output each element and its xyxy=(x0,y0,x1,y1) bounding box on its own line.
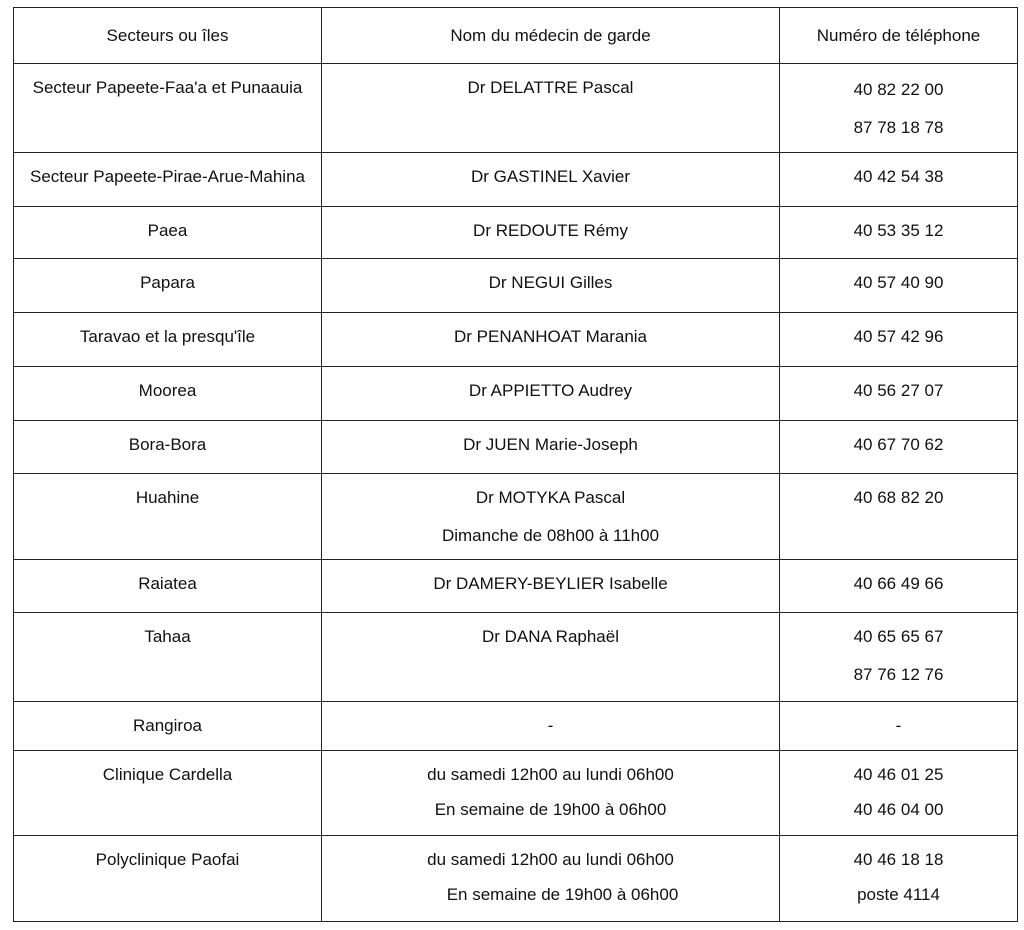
table-row xyxy=(14,313,1018,367)
doctor-line: du samedi 12h00 au lundi 06h00 xyxy=(427,850,674,869)
table-row xyxy=(14,836,1018,922)
phone-line: 40 46 04 00 xyxy=(853,800,944,819)
sector-cell: Paea xyxy=(14,207,322,259)
phone-cell xyxy=(780,64,1018,153)
doctor-line: Dr JUEN Marie-Joseph xyxy=(463,435,638,454)
doctor-line: Dr DELATTRE Pascal xyxy=(467,78,634,97)
doctor-line: Dr DANA Raphaël xyxy=(481,627,619,646)
table-row xyxy=(14,613,1018,702)
phone-line: 87 78 18 78 xyxy=(853,118,944,137)
doctor-cell xyxy=(322,751,780,836)
sector-cell: Secteur Papeete-Faa'a et Punaauia xyxy=(14,64,322,153)
phone-line: 40 46 18 18 xyxy=(853,850,944,869)
doctor-cell xyxy=(322,702,780,751)
phone-line: 40 67 70 62 xyxy=(853,435,944,454)
phone-cell xyxy=(780,259,1018,313)
doctor-line: Dr GASTINEL Xavier xyxy=(470,167,631,186)
phone-cell xyxy=(780,702,1018,751)
sector-cell: Moorea xyxy=(14,367,322,421)
sector-cell: Papara xyxy=(14,259,322,313)
phone-line: 40 42 54 38 xyxy=(853,167,944,186)
phone-cell xyxy=(780,207,1018,259)
sector-cell: Bora-Bora xyxy=(14,421,322,474)
phone-cell xyxy=(780,421,1018,474)
sector-cell: Rangiroa xyxy=(14,702,322,751)
table-row xyxy=(14,421,1018,474)
sector-cell: Huahine xyxy=(14,474,322,560)
header-sector: Secteurs ou îles xyxy=(14,8,322,64)
phone-cell xyxy=(780,367,1018,421)
table-row xyxy=(14,474,1018,560)
doctor-line: Dr PENANHOAT Marania xyxy=(453,327,648,346)
doctor-line: Dimanche de 08h00 à 11h00 xyxy=(441,526,660,545)
doctor-line: En semaine de 19h00 à 06h00 xyxy=(446,885,679,904)
doctor-line: En semaine de 19h00 à 06h00 xyxy=(434,800,667,819)
table-row xyxy=(14,751,1018,836)
doctor-line: Dr DAMERY-BEYLIER Isabelle xyxy=(433,574,668,593)
doctor-cell xyxy=(322,153,780,207)
doctor-line: du samedi 12h00 au lundi 06h00 xyxy=(427,765,674,784)
phone-line: 40 66 49 66 xyxy=(853,574,944,593)
phone-line: 40 82 22 00 xyxy=(853,80,944,99)
phone-cell xyxy=(780,613,1018,702)
sector-cell: Raiatea xyxy=(14,560,322,613)
phone-cell xyxy=(780,474,1018,560)
header-row xyxy=(14,8,1018,64)
phone-cell xyxy=(780,313,1018,367)
doctor-line: Dr REDOUTE Rémy xyxy=(473,221,628,240)
doctor-cell xyxy=(322,560,780,613)
table-row xyxy=(14,64,1018,153)
phone-cell xyxy=(780,153,1018,207)
table-row xyxy=(14,259,1018,313)
doctor-cell xyxy=(322,259,780,313)
doctor-line: Dr NEGUI Gilles xyxy=(488,273,613,292)
sector-cell: Polyclinique Paofai xyxy=(14,836,322,922)
phone-line: 40 57 40 90 xyxy=(853,273,944,292)
doctor-cell xyxy=(322,474,780,560)
table-row xyxy=(14,560,1018,613)
sector-cell: Taravao et la presqu'île xyxy=(14,313,322,367)
table-row xyxy=(14,207,1018,259)
doctor-cell xyxy=(322,64,780,153)
phone-line: 40 57 42 96 xyxy=(853,327,944,346)
phone-line: 40 53 35 12 xyxy=(853,221,944,240)
doctor-cell xyxy=(322,613,780,702)
phone-line: 40 56 27 07 xyxy=(853,381,944,400)
doctor-line: Dr MOTYKA Pascal xyxy=(475,488,626,507)
doctor-cell xyxy=(322,421,780,474)
doctor-cell xyxy=(322,313,780,367)
doctor-cell xyxy=(322,207,780,259)
phone-line: 40 68 82 20 xyxy=(853,488,944,507)
table-row xyxy=(14,153,1018,207)
doctor-cell xyxy=(322,836,780,922)
phone-line: - xyxy=(895,716,902,735)
table-row xyxy=(14,367,1018,421)
sector-cell: Clinique Cardella xyxy=(14,751,322,836)
on-call-doctors-table xyxy=(13,7,1018,922)
doctor-line: Dr APPIETTO Audrey xyxy=(468,381,633,400)
phone-cell xyxy=(780,560,1018,613)
phone-cell xyxy=(780,836,1018,922)
phone-line: 87 76 12 76 xyxy=(853,665,944,684)
phone-line: poste 4114 xyxy=(857,885,940,904)
doctor-line: - xyxy=(547,716,554,735)
table-row xyxy=(14,702,1018,751)
sector-cell: Secteur Papeete-Pirae-Arue-Mahina xyxy=(14,153,322,207)
phone-line: 40 46 01 25 xyxy=(853,765,944,784)
phone-line: 40 65 65 67 xyxy=(853,627,944,646)
phone-cell xyxy=(780,751,1018,836)
sector-cell: Tahaa xyxy=(14,613,322,702)
header-phone: Numéro de téléphone xyxy=(780,8,1018,64)
header-doctor: Nom du médecin de garde xyxy=(322,8,780,64)
doctor-cell xyxy=(322,367,780,421)
